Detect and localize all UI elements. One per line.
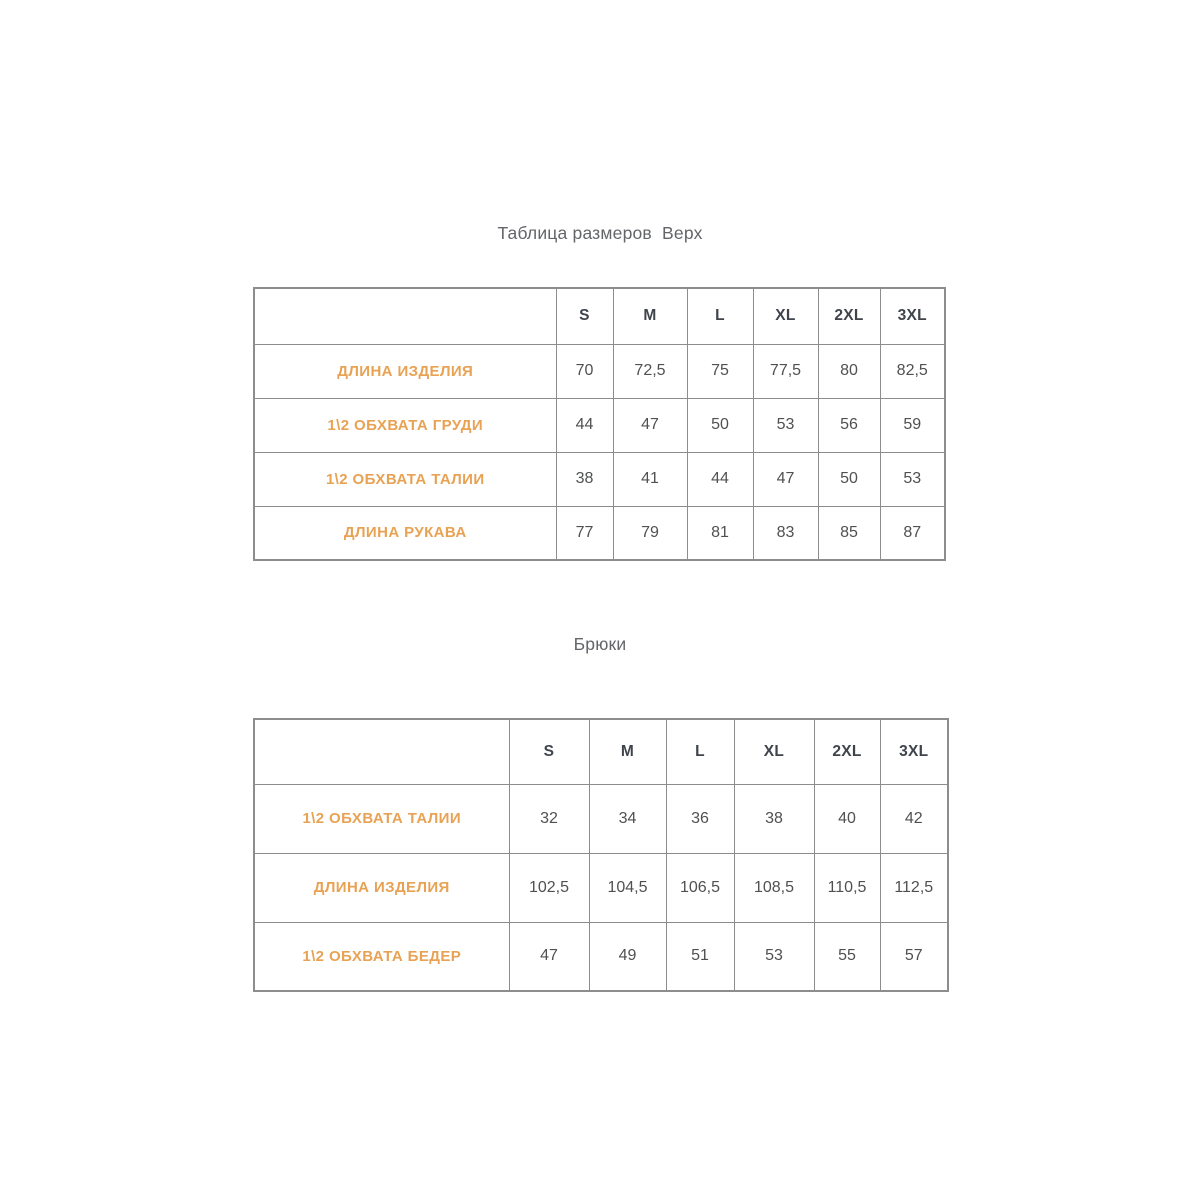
row-label: ДЛИНА ИЗДЕЛИЯ <box>254 344 556 398</box>
size-value: 87 <box>880 506 945 560</box>
table-header-row <box>254 288 945 344</box>
size-value: 81 <box>687 506 753 560</box>
size-value: 41 <box>613 452 687 506</box>
row-label: ДЛИНА ИЗДЕЛИЯ <box>254 853 509 922</box>
table-header-row <box>254 719 948 784</box>
top-table-title: Таблица размеров Верх <box>497 223 703 243</box>
row-label: 1\2 ОБХВАТА БЕДЕР <box>254 922 509 991</box>
table-row <box>254 344 945 398</box>
size-value: 79 <box>613 506 687 560</box>
size-value: 112,5 <box>880 853 948 922</box>
size-value: 38 <box>734 784 814 853</box>
size-value: 110,5 <box>814 853 880 922</box>
column-header-3xl: 3XL <box>880 719 948 784</box>
column-header-l: L <box>687 288 753 344</box>
size-value: 83 <box>753 506 818 560</box>
table-row <box>254 398 945 452</box>
row-label: 1\2 ОБХВАТА ТАЛИИ <box>254 784 509 853</box>
size-value: 102,5 <box>509 853 589 922</box>
size-value: 50 <box>818 452 880 506</box>
column-header-m: M <box>589 719 666 784</box>
column-header-s: S <box>556 288 613 344</box>
bottom-table-title: Брюки <box>573 634 627 654</box>
size-value: 56 <box>818 398 880 452</box>
size-value: 55 <box>814 922 880 991</box>
size-value: 75 <box>687 344 753 398</box>
size-value: 47 <box>509 922 589 991</box>
size-value: 32 <box>509 784 589 853</box>
table-row <box>254 452 945 506</box>
size-value: 59 <box>880 398 945 452</box>
size-value: 36 <box>666 784 734 853</box>
column-header-xl: XL <box>753 288 818 344</box>
size-value: 106,5 <box>666 853 734 922</box>
size-value: 72,5 <box>613 344 687 398</box>
size-value: 44 <box>687 452 753 506</box>
size-value: 82,5 <box>880 344 945 398</box>
size-value: 34 <box>589 784 666 853</box>
column-header-l: L <box>666 719 734 784</box>
column-header-m: M <box>613 288 687 344</box>
size-value: 85 <box>818 506 880 560</box>
size-table-trousers <box>253 718 949 992</box>
empty-corner-cell <box>254 288 556 344</box>
size-value: 77,5 <box>753 344 818 398</box>
size-value: 53 <box>734 922 814 991</box>
column-header-3xl: 3XL <box>880 288 945 344</box>
size-value: 49 <box>589 922 666 991</box>
size-value: 108,5 <box>734 853 814 922</box>
row-label: ДЛИНА РУКАВА <box>254 506 556 560</box>
column-header-xl: XL <box>734 719 814 784</box>
column-header-2xl: 2XL <box>818 288 880 344</box>
size-value: 40 <box>814 784 880 853</box>
row-label: 1\2 ОБХВАТА ГРУДИ <box>254 398 556 452</box>
table-row <box>254 784 948 853</box>
size-value: 51 <box>666 922 734 991</box>
size-value: 44 <box>556 398 613 452</box>
size-value: 47 <box>613 398 687 452</box>
size-value: 77 <box>556 506 613 560</box>
size-value: 53 <box>753 398 818 452</box>
empty-corner-cell <box>254 719 509 784</box>
table-row <box>254 506 945 560</box>
column-header-2xl: 2XL <box>814 719 880 784</box>
size-table-top <box>253 287 946 561</box>
row-label: 1\2 ОБХВАТА ТАЛИИ <box>254 452 556 506</box>
size-value: 80 <box>818 344 880 398</box>
column-header-s: S <box>509 719 589 784</box>
size-value: 70 <box>556 344 613 398</box>
size-value: 47 <box>753 452 818 506</box>
size-value: 57 <box>880 922 948 991</box>
size-value: 50 <box>687 398 753 452</box>
size-value: 53 <box>880 452 945 506</box>
table-row <box>254 853 948 922</box>
size-value: 38 <box>556 452 613 506</box>
table-row <box>254 922 948 991</box>
size-value: 104,5 <box>589 853 666 922</box>
size-value: 42 <box>880 784 948 853</box>
